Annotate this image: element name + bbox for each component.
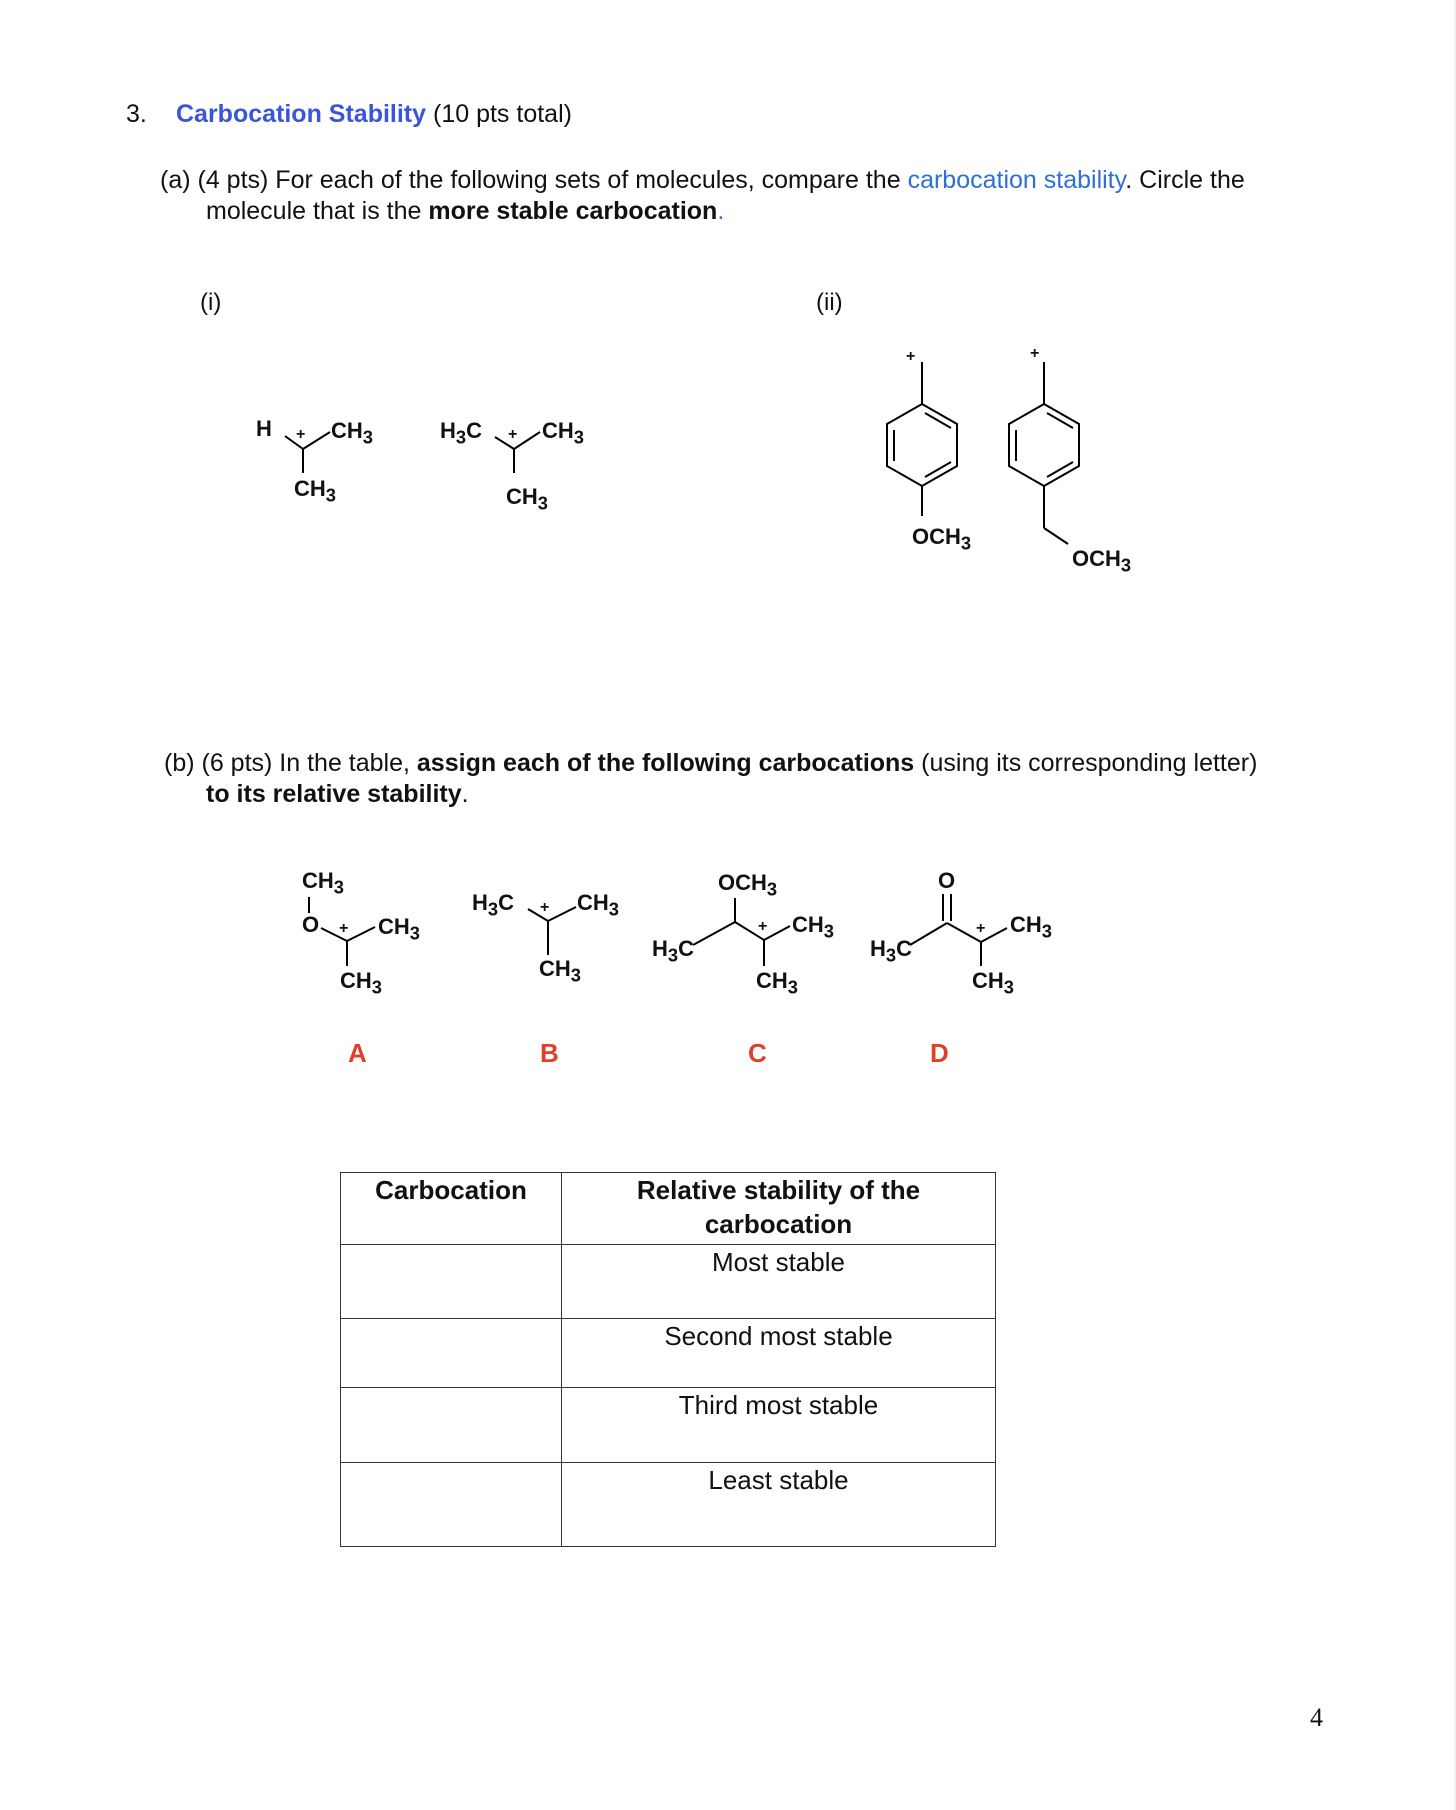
mol-d-ch3-right: $CH_3$	[1010, 912, 1052, 942]
mol-i2-charge: +	[508, 426, 518, 443]
mol-d-h3c: $H_3C$	[870, 936, 912, 966]
mol-i2-h3c: $H_3C$	[440, 418, 482, 448]
mol-a-ch3-top: $CH_3$	[302, 868, 344, 898]
header-carbocation: Carbocation	[341, 1173, 562, 1245]
mol-ii1-charge: +	[906, 348, 916, 365]
label-d: D	[930, 1038, 949, 1068]
mol-a-ch3-bottom: $CH_3$	[340, 968, 382, 998]
stability-label: Third most stable	[562, 1388, 996, 1463]
mol-d-ch3-bottom: $CH_3$	[972, 968, 1014, 998]
carbocation-answer-cell[interactable]	[341, 1463, 562, 1547]
stability-label: Least stable	[562, 1463, 996, 1547]
table-row	[341, 1319, 996, 1388]
table-row	[341, 1245, 996, 1319]
mol-d-charge: +	[976, 920, 986, 937]
stability-label: Most stable	[562, 1245, 996, 1319]
header-relative-stability: Relative stability of the carbocation	[562, 1173, 996, 1245]
carbocation-answer-cell[interactable]	[341, 1245, 562, 1319]
stability-label: Second most stable	[562, 1319, 996, 1388]
mol-ii2-charge: +	[1030, 345, 1040, 362]
part-b-prompt: (b) (6 pts) In the table, assign each of the following carbocations (using its corresponding letter) to its relative stability.	[164, 749, 1258, 808]
stability-table	[340, 1172, 996, 1547]
table-row	[341, 1388, 996, 1463]
mol-i1-h: H	[256, 416, 272, 441]
table-row	[341, 1463, 996, 1547]
set-ii-label: (ii)	[816, 289, 843, 316]
label-a: A	[348, 1038, 367, 1068]
mol-d-o: O	[938, 868, 956, 893]
question-number: 3.	[126, 100, 147, 128]
mol-b-ch3-right: $CH_3$	[577, 890, 619, 920]
mol-a-charge: +	[339, 920, 349, 937]
mol-i1-ch3-right: $CH_3$	[331, 418, 373, 448]
table-header-row	[341, 1173, 996, 1245]
mol-b-h3c: $H_3C$	[472, 890, 514, 920]
mol-i1-ch3-bottom: $CH_3$	[294, 476, 336, 506]
mol-b-charge: +	[540, 899, 550, 916]
mol-a-o: O	[302, 912, 320, 937]
mol-ii1-och3: $OCH_3$	[912, 524, 972, 554]
set-i-label: (i)	[200, 289, 222, 316]
mol-c-ch3-bottom: $CH_3$	[756, 968, 798, 998]
page-number: 4	[1310, 1703, 1323, 1732]
mol-i2-ch3-right: $CH_3$	[542, 418, 584, 448]
mol-c-charge: +	[758, 918, 768, 935]
mol-c-ch3-right: $CH_3$	[792, 912, 834, 942]
carbocation-answer-cell[interactable]	[341, 1388, 562, 1463]
question-topic: Carbocation Stability	[176, 100, 427, 128]
mol-c-och3: $OCH_3$	[718, 870, 778, 900]
mol-c-h3c: $H_3C$	[652, 936, 694, 966]
carbocation-stability-link[interactable]: carbocation stability	[907, 166, 1126, 194]
question-points: (10 pts total)	[433, 100, 572, 128]
part-a-prompt: (a) (4 pts) For each of the following sets of molecules, compare the carbocation stability. Circle the molecule that is the more stable carbocation.	[160, 166, 1245, 225]
mol-i2-ch3-bottom: $CH_3$	[506, 484, 548, 514]
mol-ii2-och3: $OCH_3$	[1072, 546, 1132, 576]
mol-a-ch3-right: $CH_3$	[378, 914, 420, 944]
carbocation-answer-cell[interactable]	[341, 1319, 562, 1388]
label-c: C	[748, 1038, 767, 1068]
label-b: B	[540, 1038, 559, 1068]
mol-i1-charge: +	[296, 426, 306, 443]
mol-b-ch3-bottom: $CH_3$	[539, 956, 581, 986]
